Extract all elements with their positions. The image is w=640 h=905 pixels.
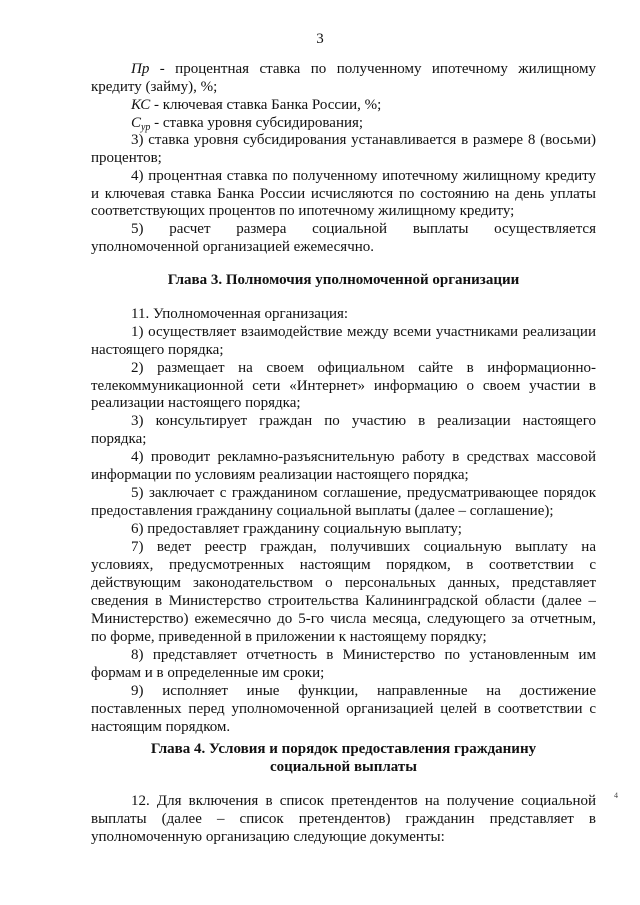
- sur-symbol: С: [131, 115, 142, 131]
- c3-item-2-line2: телекоммуникационной сети «Интернет» информацию о своем участии в: [91, 378, 596, 394]
- c3-item-2-line1: 2) размещает на своем официальном сайте в информационно-: [131, 360, 596, 376]
- item-4-line3: соответствующих процентов по ипотечному жилищному кредиту;: [91, 203, 515, 219]
- paragraph-12-line3: уполномоченную организацию следующие документы:: [91, 829, 445, 845]
- c3-item-6-line1: 6) предоставляет гражданину социальную выплату;: [131, 521, 462, 537]
- c3-item-9-line1: 9) исполняет иные функции, направленные на достижение: [131, 683, 596, 699]
- chapter-3-title: Глава 3. Полномочия уполномоченной организации: [167, 272, 520, 288]
- c3-item-1-line1: 1) осуществляет взаимодействие между всеми участниками реализации: [131, 324, 596, 340]
- item-5-line2: уполномоченной организацией ежемесячно.: [91, 239, 375, 255]
- c3-item-9-line2: поставленных перед уполномоченной организацией целей в соответствии с: [91, 701, 596, 717]
- def-ks: [131, 97, 596, 114]
- chapter-4-title-line2: социальной выплаты: [269, 759, 418, 775]
- paragraph-11: 11. Уполномоченная организация:: [131, 306, 349, 322]
- c3-item-7-line4: сведения в Министерство строительства Калининградской области (далее –: [91, 593, 596, 609]
- item-4-line2: и ключевая ставка Банка России исчисляются по состоянию на день уплаты: [91, 186, 596, 202]
- c3-item-7-line5: Министерство) ежемесячно до 5-го числа месяца, следующего за отчетным,: [91, 611, 596, 627]
- ks-text: - ключевая ставка Банка России, %;: [150, 97, 382, 113]
- chapter-4-title-line1: Глава 4. Условия и порядок предоставления гражданину: [150, 741, 537, 757]
- c3-item-9-line3: настоящим порядком.: [91, 719, 231, 735]
- page-number: 3: [316, 31, 324, 47]
- c3-item-5-line1: 5) заключает с гражданином соглашение, предусматривающее порядок: [131, 485, 596, 501]
- item-3-line1: 3) ставка уровня субсидирования устанавливается в размере 8 (восьми): [131, 132, 596, 148]
- item-4-line1: 4) процентная ставка по полученному ипотечному жилищному кредиту: [131, 168, 596, 184]
- paragraph-12-line1: 12. Для включения в список претендентов на получение социальной: [131, 793, 596, 809]
- c3-item-7-line1: 7) ведет реестр граждан, получивших социальную выплату на: [131, 539, 596, 555]
- pr-symbol: Пр: [131, 61, 150, 77]
- sur-subscript: ур: [141, 122, 151, 133]
- def-pr-line1: [131, 61, 596, 78]
- c3-item-3-line1: 3) консультирует граждан по участию в реализации настоящего: [131, 413, 596, 429]
- c3-item-2-line3: реализации настоящего порядка;: [91, 395, 301, 411]
- paragraph-12-line2: выплаты (далее – список претендентов) гражданин представляет в: [91, 811, 596, 827]
- c3-item-3-line2: порядка;: [91, 431, 147, 447]
- c3-item-8-line2: формам и в определенные им сроки;: [91, 665, 325, 681]
- c3-item-5-line2: предоставления гражданину социальной выплаты (далее – соглашение);: [91, 503, 554, 519]
- ks-symbol: КС: [131, 97, 151, 113]
- c3-item-7-line6: по форме, приведенной в приложении к настоящему порядку;: [91, 629, 487, 645]
- item-5-line1: 5) расчет размера социальной выплаты осуществляется: [131, 221, 596, 237]
- item-3-line2: процентов;: [91, 150, 162, 166]
- def-pr-line2: кредиту (займу), %;: [91, 79, 218, 95]
- pr-text-1: - процентная ставка по полученному ипотечному жилищному: [149, 61, 596, 77]
- sur-text: - ставка уровня субсидирования;: [150, 115, 364, 131]
- c3-item-7-line2: условиях, предусмотренных настоящим порядком, в соответствии с: [91, 557, 596, 573]
- c3-item-1-line2: настоящего порядка;: [91, 342, 224, 358]
- c3-item-4-line1: 4) проводит рекламно-разъяснительную работу в средствах массовой: [131, 449, 596, 465]
- c3-item-8-line1: 8) представляет отчетность в Министерство по установленным им: [131, 647, 596, 663]
- c3-item-4-line2: информации по условиям реализации настоящего порядка;: [91, 467, 469, 483]
- margin-mark: 4: [614, 791, 618, 800]
- c3-item-7-line3: действующим законодательством о персональных данных, представляет: [91, 575, 596, 591]
